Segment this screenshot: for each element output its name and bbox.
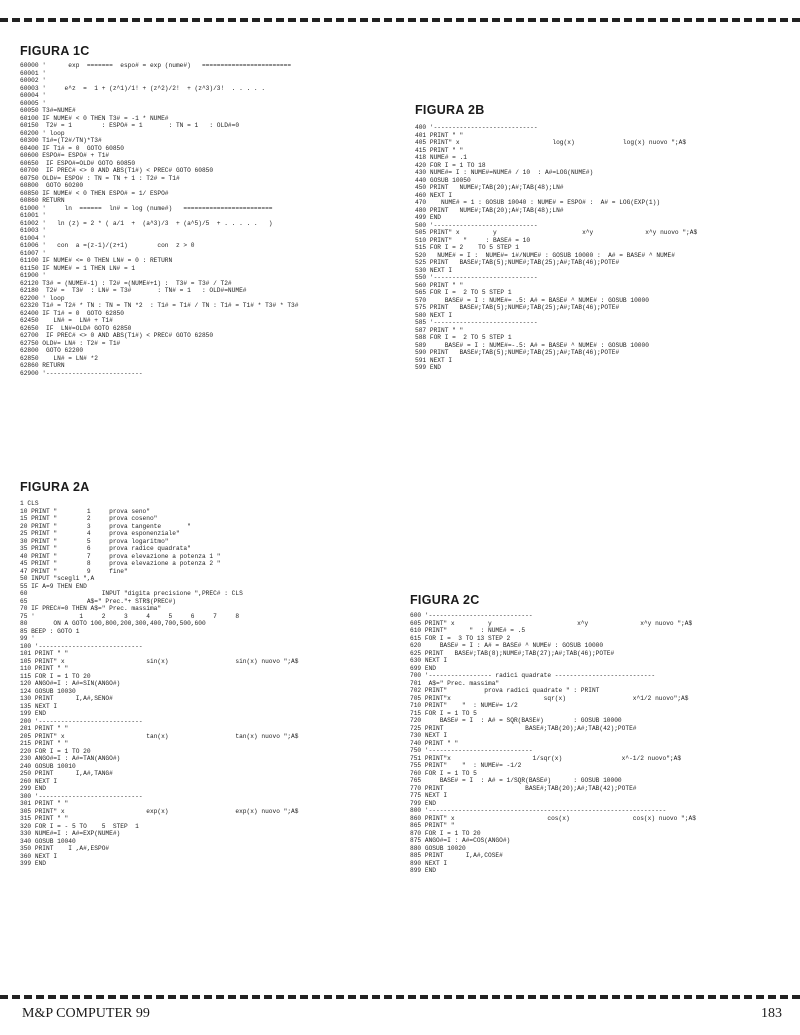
figure-2c-title: FIGURA 2C <box>410 593 480 607</box>
figure-1c-title: FIGURA 1C <box>20 44 90 58</box>
top-dashed-rule <box>0 18 800 22</box>
bottom-dashed-rule <box>0 995 800 999</box>
figure-2a-title: FIGURA 2A <box>20 480 90 494</box>
footer-page-number: 183 <box>761 1006 782 1021</box>
figure-2b-title: FIGURA 2B <box>415 103 485 117</box>
figure-2c-listing: 600 '---------------------------- 605 PRINT" x y x^y x^y nuovo ";A$ 610 PRINT" " : NUME# = .5 615 FOR I = 3 TO 13 STEP 2 620 BASE# = I : A# = BASE# ^ NUME# : GOSUB 10000 625 PRINT BASE#;TAB(8);NUME#;TAB(27);A#;TAB(46);POTE# 630 NEXT I 699 END 700 '----------------- radici quadrate --------------------------- 701 A$=" Prec. massima" 702 PRINT" prova radici quadrate " : PRINT 705 PRINT"x sqr(x) x^1/2 nuovo";A$ 710 PRINT" " : NUME#= 1/2 715 FOR I = 1 TO 5 720 BASE# = I : A# = SQR(BASE#) : GOSUB 10000 725 PRINT BASE#;TAB(20);A#;TAB(42);POTE# 730 NEXT I 740 PRINT " " 750 '---------------------------- 751 PRINT"x 1/sqr(x) x^-1/2 nuovo";A$ 755 PRINT" " : NUME#= -1/2 760 FOR I = 1 TO 5 765 BASE# = I : A# = 1/SQR(BASE#) : GOSUB 10000 770 PRINT BASE#;TAB(20);A#;TAB(42);POTE# 775 NEXT I 799 END 800 '---------------------------------------------------------------- 860 PRINT" x cos(x) cos(x) nuovo ";A$ 865 PRINT" " 870 FOR I = 1 TO 20 875 ANGO#=I : A#=COS(ANGO#) 880 GOSUB 10020 885 PRINT I,A#,COSE# 890 NEXT I 899 END <box>410 612 696 874</box>
figure-2b-listing: 400 '---------------------------- 401 PRINT " " 405 PRINT" x log(x) log(x) nuovo ";A$ 415 PRINT " " 418 NUME# = .1 420 FOR I = 1 TO 18 430 NUME#= I : NUME#=NUME# / 10 : A#=LOG(NUME#) 440 GOSUB 10050 450 PRINT NUME#;TAB(20);A#;TAB(48);LN# 460 NEXT I 470 NUME# = 1 : GOSUB 10040 : NUME# = ESPO# : A# = LOG(EXP(1)) 480 PRINT NUME#;TAB(20);A#;TAB(48);LN# 499 END 500 '---------------------------- 505 PRINT" x y x^y x^y nuovo ";A$ 510 PRINT" " : BASE# = 10 515 FOR I = 2 TO 5 STEP 1 520 NUME# = I : NUME#= 1#/NUME# : GOSUB 10000 : A# = BASE# ^ NUME# 525 PRINT BASE#;TAB(5);NUME#;TAB(25);A#;TAB(46);POTE# 530 NEXT I 550 '---------------------------- 560 PRINT " " 565 FOR I = 2 TO 5 STEP 1 570 BASE# = I : NUME#= .5: A# = BASE# ^ NUME# : GOSUB 10000 575 PRINT BASE#;TAB(5);NUME#;TAB(25);A#;TAB(46);POTE# 580 NEXT I 585 '---------------------------- 587 PRINT " " 588 FOR I = 2 TO 5 STEP 1 589 BASE# = I : NUME#=-.5: A# = BASE# ^ NUME# : GOSUB 10000 590 PRINT BASE#;TAB(5);NUME#;TAB(25);A#;TAB(46);POTE# 591 NEXT I 599 END <box>415 124 698 371</box>
figure-1c-listing: 60000 ' exp ======= espo# = exp (nume#) ======================== 60001 ' 60002 ' 60003 ' e^z = 1 + (z^1)/1! + (z^2)/2! + (z^3)/3! . . . . . 60004 ' 60005 ' 60050 T3#=NUME# 60100 IF NUME# < 0 THEN T3# = -1 * NUME# 60150 T2# = 1 : ESPO# = 1 : TN = 1 : OLD#=0 60200 ' loop 60300 T1#=(T2#/TN)*T3# 60400 IF T1# = 0 GOTO 60850 60600 ESPO#= ESPO# + T1# 60650 IF ESPO#=OLD# GOTO 60850 60700 IF PREC# <> 0 AND ABS(T1#) < PREC# GOTO 60850 60750 OLD#= ESPO# : TN = TN + 1 : T2# = T1# 60800 GOTO 60200 60850 IF NUME# < 0 THEN ESPO# = 1/ ESPO# 60860 RETURN 61000 ' ln ====== ln# = log (nume#) ======================== 61001 ' 61002 ' ln (z) = 2 * ( a/1 + (a^3)/3 + (a^5)/5 + . . . . . ) 61003 ' 61004 ' 61006 ' con a =(z-1)/(z+1) con z > 0 61007 ' 61100 IF NUME# <= 0 THEN LN# = 0 : RETURN 61150 IF NUME# = 1 THEN LN# = 1 61900 ' 62120 T3# = (NUME#-1) : T2# =(NUME#+1) : T3# = T3# / T2# 62180 T2# = T3# : LN# = T3# : TN# = 1 : OLD#=NUME# 62200 ' loop 62320 T1# = T2# * TN : TN = TN *2 : T1# = T1# / TN : T1# = T1# * T3# * T3# 62400 IF T1# = 0 GOTO 62850 62450 LN# = LN# + T1# 62650 IF LN#=OLD# GOTO 62850 62700 IF PREC# <> 0 AND ABS(T1#) < PREC# GOTO 62850 62750 OLD#= LN# : T2# = T1# 62800 GOTO 62200 62850 LN# = LN# *2 62860 RETURN 62900 '-------------------------- <box>20 62 299 377</box>
figure-2a-listing: 1 CLS 10 PRINT " 1 prova seno" 15 PRINT " 2 prova coseno" 20 PRINT " 3 prova tangente " 25 PRINT " 4 prova esponenziale" 30 PRINT " 5 prova logaritmo" 35 PRINT " 6 prova radice quadrata" 40 PRINT " 7 prova elevazione a potenza 1 " 45 PRINT " 8 prova elevazione a potenza 2 " 47 PRINT " 9 fine" 50 INPUT "scegli ",A 55 IF A=9 THEN END 60 INPUT "digita precisione ",PREC# : CLS 65 A$=" Prec."+ STR$(PREC#) 70 IF PREC#=0 THEN A$=" Prec. massima" 75 ' 1 2 3 4 5 6 7 8 80 ON A GOTO 100,800,200,300,400,700,500,600 85 BEEP : GOTO 1 99 ' 100 '---------------------------- 101 PRINT " " 105 PRINT" x sin(x) sin(x) nuovo ";A$ 110 PRINT " " 115 FOR I = 1 TO 20 120 ANGO#=I : A#=SIN(ANGO#) 124 GOSUB 10030 130 PRINT I,A#,SENO# 135 NEXT I 199 END 200 '---------------------------- 201 PRINT " " 205 PRINT" x tan(x) tan(x) nuovo ";A$ 215 PRINT " " 220 FOR I = 1 TO 20 230 ANGO#=I : A#=TAN(ANGO#) 240 GOSUB 10010 250 PRINT I,A#,TANG# 260 NEXT I 299 END 300 '---------------------------- 301 PRINT " " 305 PRINT" x exp(x) exp(x) nuovo ";A$ 315 PRINT " " 320 FOR I = - 5 TO 5 STEP 1 330 NUME#=I : A#=EXP(NUME#) 340 GOSUB 10040 350 PRINT I ,A#,ESPO# 360 NEXT I 399 END <box>20 500 299 867</box>
footer-magazine-name: M&P COMPUTER 99 <box>22 1006 150 1021</box>
